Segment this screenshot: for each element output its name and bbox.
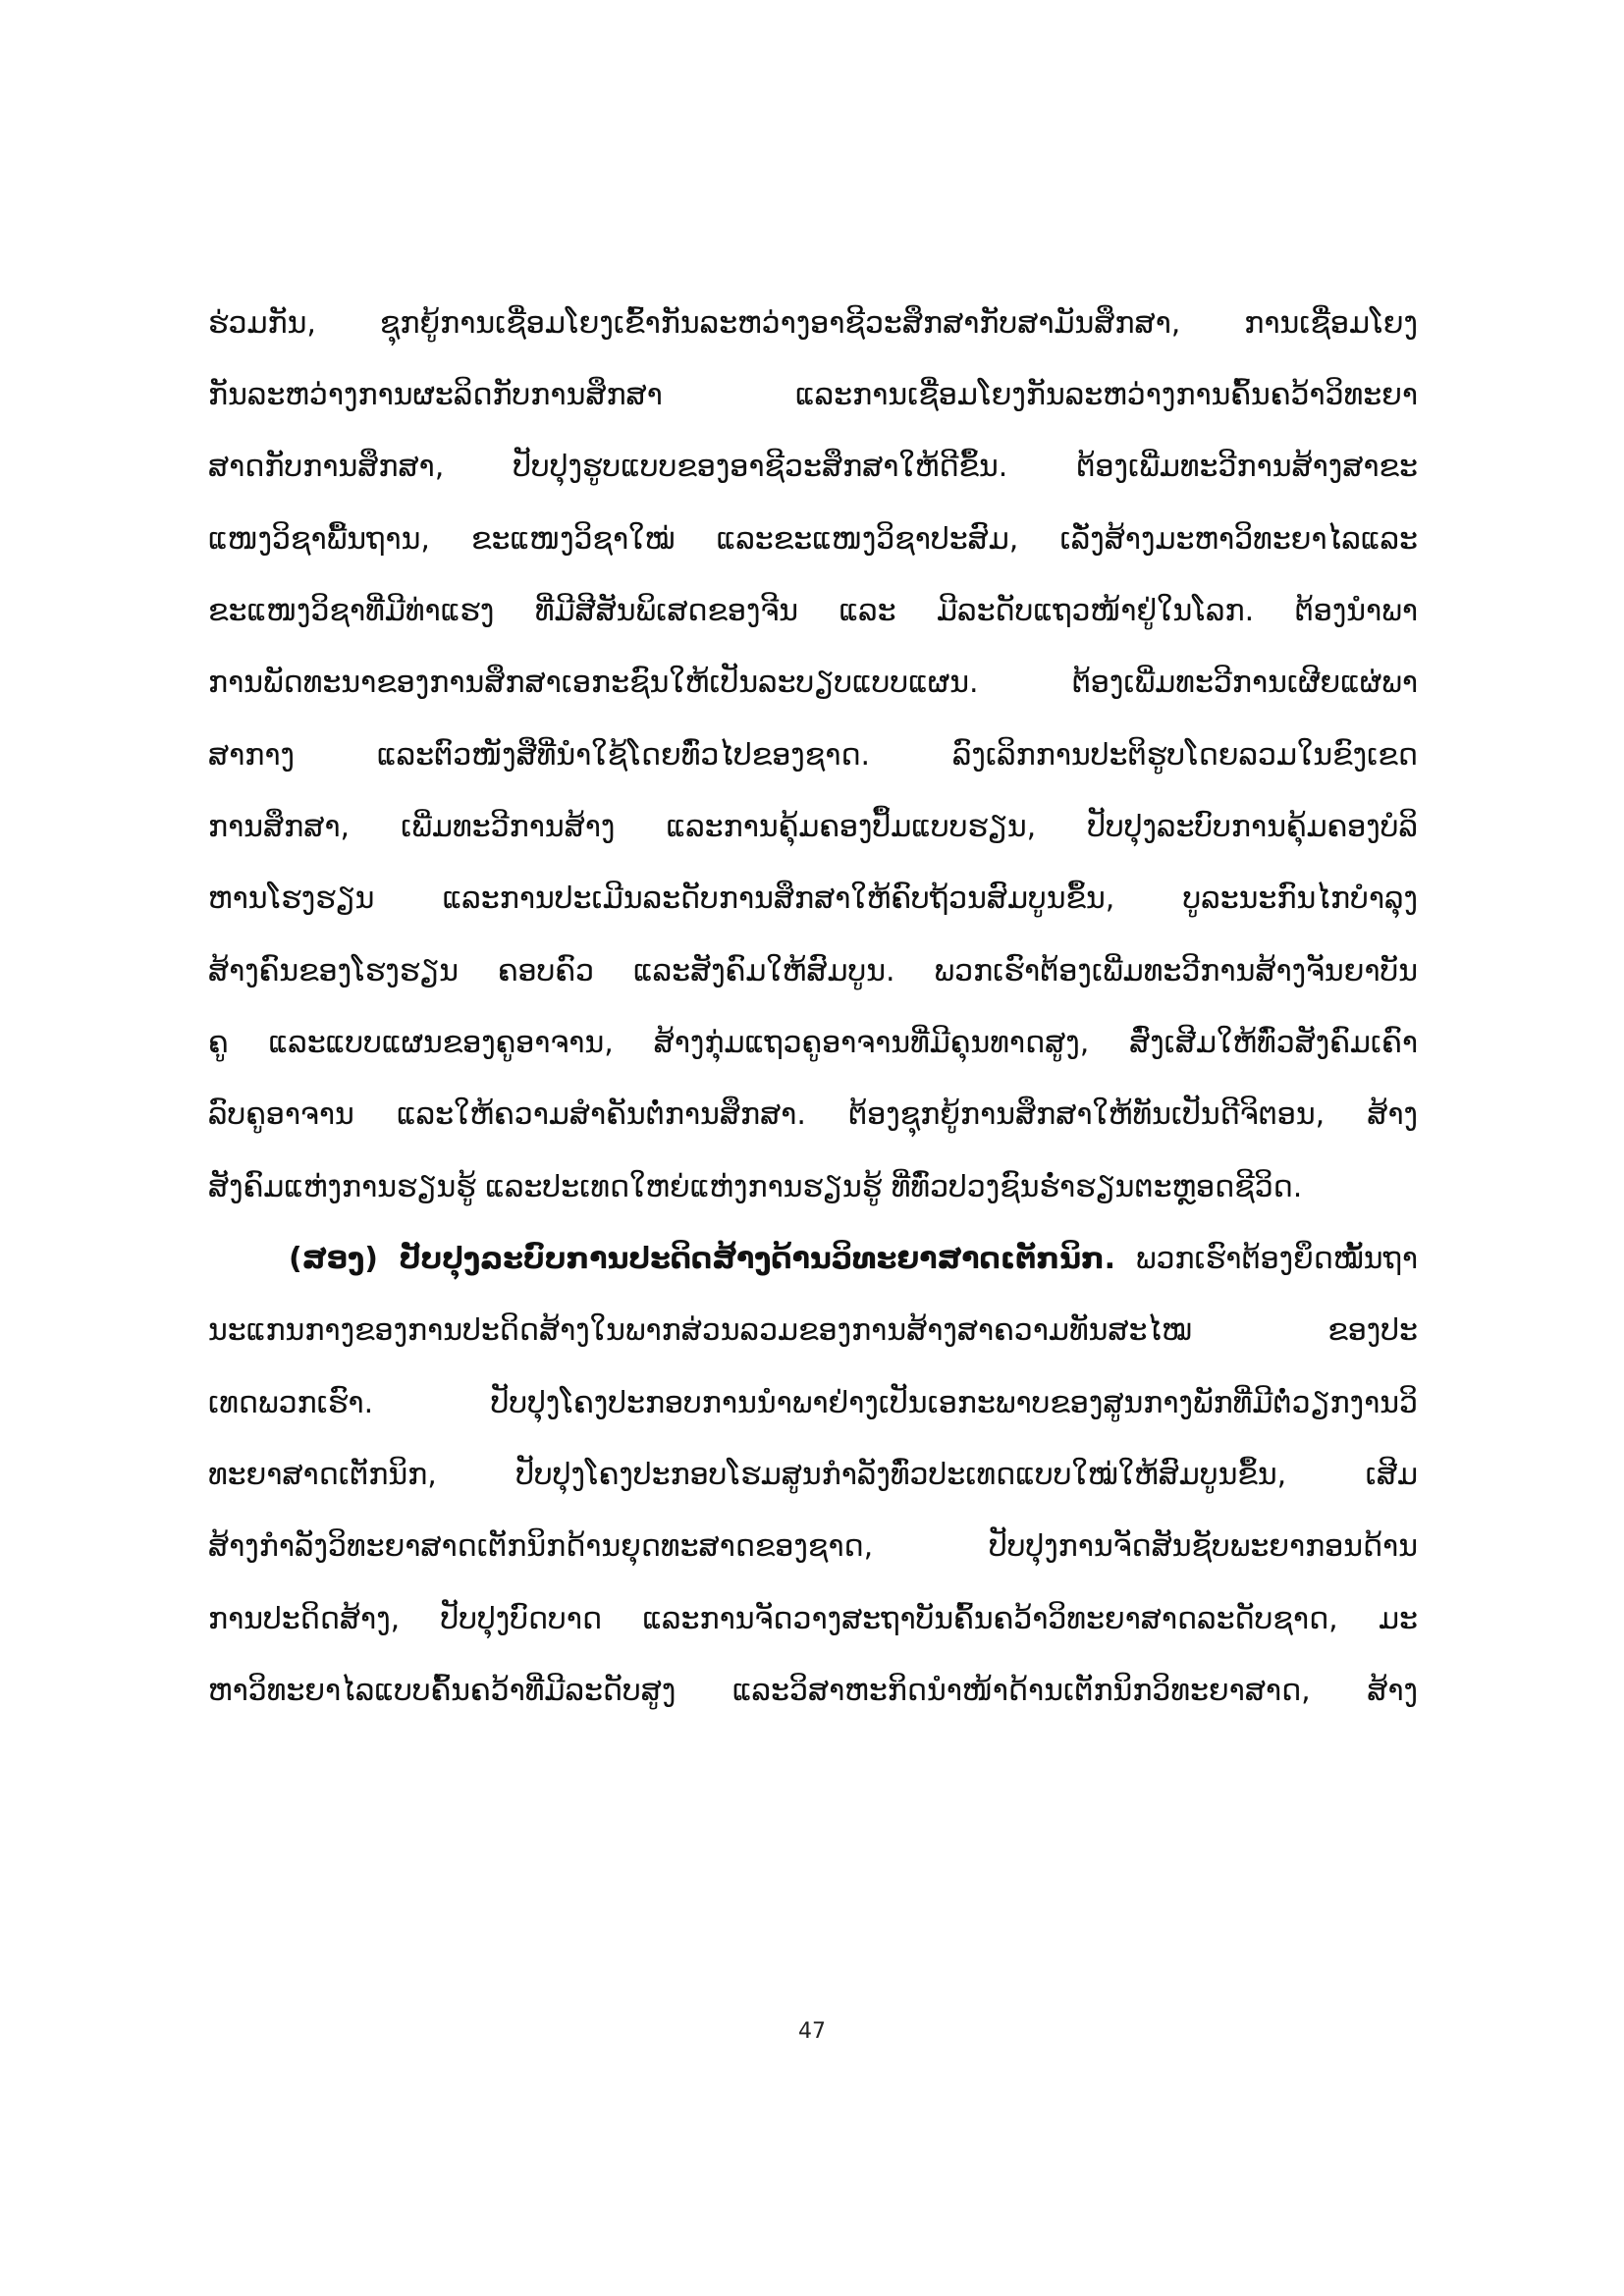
- section-line-1: ນະແກນກາງຂອງການປະດິດສ້າງໃນພາກສ່ວນລວມຂອງການສ້າງສາຄວາມທັນສະໄໝ ຂອງປະ: [208, 1313, 1418, 1348]
- text-line-3: ສາດກັບການສຶກສາ, ປັບປຸງຮູບແບບຂອງອາຊີວະສຶກສາໃຫ້ດີຂຶ້ນ. ຕ້ອງເພີ່ມທະວີການສ້າງສາຂະ: [208, 450, 1418, 484]
- text-line-4: ແໜງວິຊາພື້ນຖານ, ຂະແໜງວິຊາໃໝ່ ແລະຂະແໜງວິຊາປະສົມ, ເລັ່ງສ້າງມະຫາວິທະຍາໄລແລະ: [208, 522, 1418, 557]
- text-line-11: ຄູ ແລະແບບແຜນຂອງຄູອາຈານ, ສ້າງກຸ່ມແຖວຄູອາຈານທີ່ມີຄຸນທາດສູງ, ສົ່ງເສີມໃຫ້ທົ່ວສັງຄົມເຄົາ: [208, 1026, 1418, 1060]
- text-line-12: ລົບຄູອາຈານ ແລະໃຫ້ຄວາມສຳຄັນຕໍ່ການສຶກສາ. ຕ້ອງຊຸກຍູ້ການສຶກສາໃຫ້ທັນເປັນດີຈິຕອນ, ສ້າງ: [208, 1097, 1418, 1132]
- section-line-4: ສ້າງກຳລັງວິທະຍາສາດເຕັກນິກດ້ານຍຸດທະສາດຂອງຊາດ, ປັບປຸງການຈັດສັນຊັບພະຍາກອນດ້ານ: [208, 1529, 1418, 1564]
- text-line-9: ຫານໂຮງຮຽນ ແລະການປະເມີນລະດັບການສຶກສາໃຫ້ຄົບຖ້ວນສົມບູນຂຶ້ນ, ບູລະນະກົນໄກບຳລຸງ: [208, 881, 1418, 916]
- text-line-1: ຮ່ວມກັນ, ຊຸກຍູ້ການເຊື່ອມໂຍງເຂົ້າກັນລະຫວ່າງອາຊີວະສຶກສາກັບສາມັນສຶກສາ, ການເຊື່ອມໂຍງ: [208, 306, 1418, 341]
- section-first-line-rest: ພວກເຮົາຕ້ອງຍຶດໝັ້ນຖາ: [1135, 1242, 1418, 1276]
- text-line-6: ການພັດທະນາຂອງການສຶກສາເອກະຊົນໃຫ້ເປັນລະບຽບແບບແຜນ. ຕ້ອງເພີ່ມທະວີການເຜີຍແຜ່ພາ: [208, 666, 1418, 700]
- section-line-2: ເທດພວກເຮົາ. ປັບປຸງໂຄງປະກອບການນຳພາຢ່າງເປັນເອກະພາບຂອງສູນກາງພັກທີ່ມີຕໍ່ວຽກງານວິ: [208, 1386, 1418, 1420]
- section-heading: (ສອງ) ປັບປຸງລະບົບການປະດິດສ້າງດ້ານວິທະຍາສາດເຕັກນິກ.: [289, 1242, 1116, 1276]
- section-line-6: ຫາວິທະຍາໄລແບບຄົ້ນຄວ້າທີ່ມີລະດັບສູງ ແລະວິສາຫະກິດນຳໜ້າດ້ານເຕັກນິກວິທະຍາສາດ, ສ້າງ: [208, 1674, 1418, 1708]
- section-line-3: ທະຍາສາດເຕັກນິກ, ປັບປຸງໂຄງປະກອບໂຮມສູນກຳລັງທົ່ວປະເທດແບບໃໝ່ໃຫ້ສົມບູນຂຶ້ນ, ເສີມ: [208, 1458, 1418, 1492]
- text-line-10: ສ້າງຄົນຂອງໂຮງຮຽນ ຄອບຄົວ ແລະສັງຄົມໃຫ້ສົມບູນ. ພວກເຮົາຕ້ອງເພີ່ມທະວີການສ້າງຈັນຍາບັນ: [208, 954, 1418, 988]
- text-line-13: ສັງຄົມແຫ່ງການຮຽນຮູ້ ແລະປະເທດໃຫຍ່ແຫ່ງການຮຽນຮູ້ ທີ່ທົ່ວປວງຊົນຮ່ຳຮຽນຕະຫຼອດຊີວິດ.: [208, 1170, 1303, 1204]
- text-line-2: ກັນລະຫວ່າງການຜະລິດກັບການສຶກສາ ແລະການເຊື່ອມໂຍງກັນລະຫວ່າງການຄົ້ນຄວ້າວິທະຍາ: [208, 378, 1418, 412]
- section-line-5: ການປະດິດສ້າງ, ປັບປຸງບົດບາດ ແລະການຈັດວາງສະຖາບັນຄົ້ນຄວ້າວິທະຍາສາດລະດັບຊາດ, ມະ: [208, 1602, 1418, 1636]
- text-line-7: ສາກາງ ແລະຕົວໜັງສືທີ່ນຳໃຊ້ໂດຍທົ່ວໄປຂອງຊາດ. ລົງເລິກການປະຕິຮູບໂດຍລວມໃນຂົງເຂດ: [208, 738, 1418, 773]
- text-line-8: ການສຶກສາ, ເພີ່ມທະວີການສ້າງ ແລະການຄຸ້ມຄອງປຶ້ມແບບຮຽນ, ປັບປຸງລະບົບການຄຸ້ມຄອງບໍລິ: [208, 810, 1418, 844]
- text-line-5: ຂະແໜງວິຊາທີ່ມີທ່າແຮງ ທີ່ມີສີສັນພິເສດຂອງຈີນ ແລະ ມີລະດັບແຖວໜ້າຢູ່ໃນໂລກ. ຕ້ອງນຳພາ: [208, 594, 1418, 628]
- page-number: 47: [798, 2019, 826, 2044]
- section-first-line: [208, 1230, 1418, 1289]
